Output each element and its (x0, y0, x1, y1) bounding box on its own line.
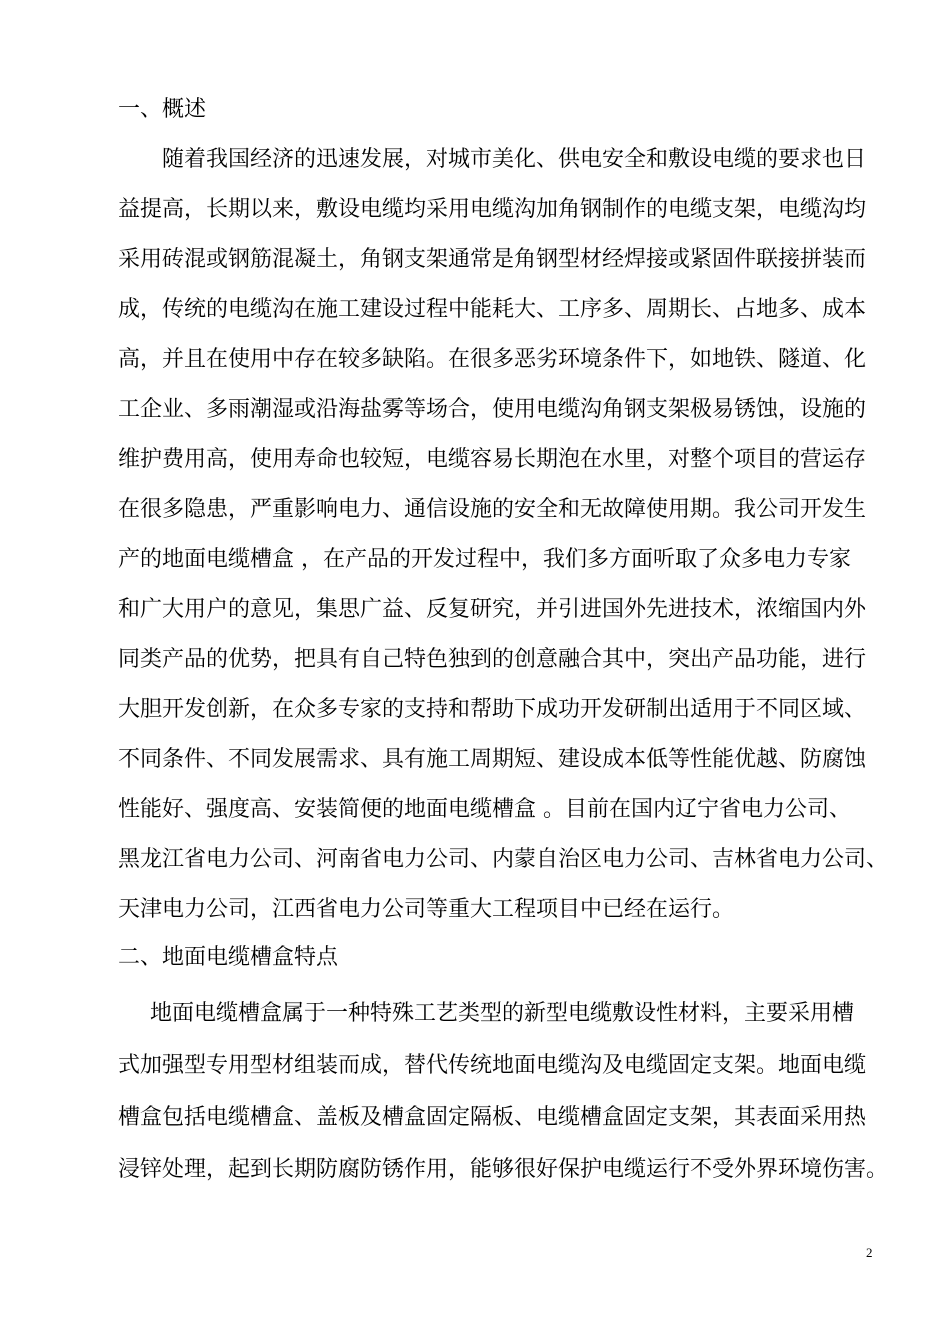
paragraph-line: 式加强型专用型材组装而成，替代传统地面电缆沟及电缆固定支架。地面电缆 (118, 1053, 867, 1078)
paragraph-line: 性能好、强度高、安装简便的地面电缆槽盒 。目前在国内辽宁省电力公司、 (118, 797, 851, 822)
paragraph-line: 工企业、多雨潮湿或沿海盐雾等场合，使用电缆沟角钢支架极易锈蚀，设施的 (118, 397, 867, 422)
paragraph-line: 成，传统的电缆沟在施工建设过程中能耗大、工序多、周期长、占地多、成本 (118, 297, 867, 322)
paragraph-line: 产的地面电缆槽盒 ，在产品的开发过程中，我们多方面听取了众多电力专家 (118, 547, 851, 572)
paragraph-line: 同类产品的优势，把具有自己特色独到的创意融合其中，突出产品功能，进行 (118, 647, 867, 672)
paragraph-line: 在很多隐患，严重影响电力、通信设施的安全和无故障使用期。我公司开发生 (118, 497, 867, 522)
paragraph-line: 采用砖混或钢筋混凝土，角钢支架通常是角钢型材经焊接或紧固件联接拼装而 (118, 247, 867, 272)
paragraph-line: 大胆开发创新，在众多专家的支持和帮助下成功开发研制出适用于不同区域、 (118, 697, 867, 722)
paragraph-line: 随着我国经济的迅速发展，对城市美化、供电安全和敷设电缆的要求也日 (162, 147, 867, 172)
page-number: 2 (866, 1245, 873, 1260)
paragraph-line: 益提高，长期以来，敷设电缆均采用电缆沟加角钢制作的电缆支架，电缆沟均 (118, 197, 867, 222)
paragraph-line: 槽盒包括电缆槽盒、盖板及槽盒固定隔板、电缆槽盒固定支架，其表面采用热 (118, 1105, 867, 1130)
paragraph-line: 黑龙江省电力公司、河南省电力公司、内蒙自治区电力公司、吉林省电力公司、 (118, 847, 889, 872)
paragraph-line: 浸锌处理，起到长期防腐防锈作用，能够很好保护电缆运行不受外界环境伤害。 (118, 1157, 889, 1182)
paragraph-line: 维护费用高，使用寿命也较短，电缆容易长期泡在水里，对整个项目的营运存 (118, 447, 867, 472)
section-heading-overview: 一、概述 (118, 97, 207, 122)
paragraph-line: 不同条件、不同发展需求、具有施工周期短、建设成本低等性能优越、防腐蚀 (118, 747, 867, 772)
paragraph-line: 地面电缆槽盒属于一种特殊工艺类型的新型电缆敷设性材料，主要采用槽 (150, 1001, 855, 1026)
paragraph-line: 高，并且在使用中存在较多缺陷。在很多恶劣环境条件下，如地铁、隧道、化 (118, 347, 867, 372)
paragraph-line: 和广大用户的意见，集思广益、反复研究，并引进国外先进技术，浓缩国内外 (118, 597, 867, 622)
paragraph-line: 天津电力公司，江西省电力公司等重大工程项目中已经在运行。 (118, 897, 735, 922)
section-heading-features: 二、地面电缆槽盒特点 (118, 945, 339, 970)
